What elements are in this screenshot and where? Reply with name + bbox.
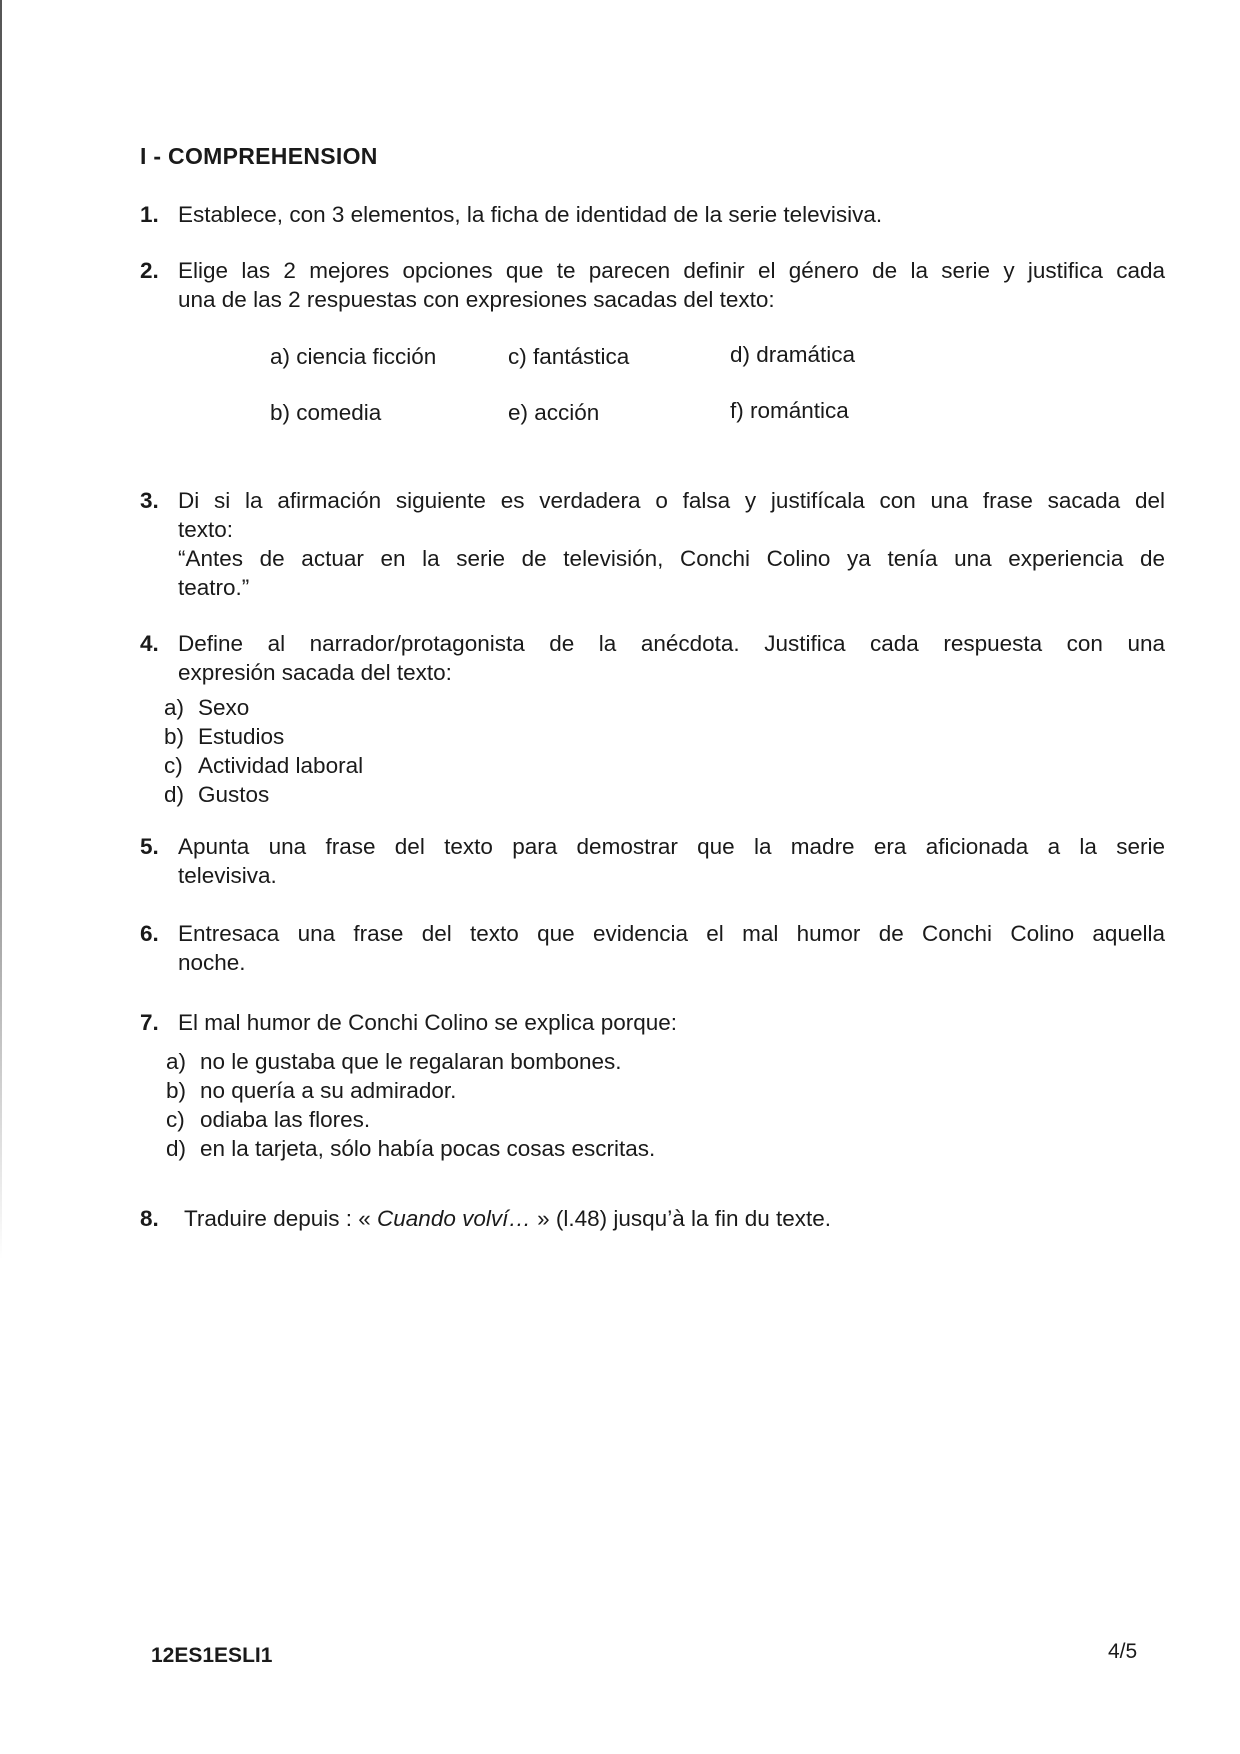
question-text-line: Apunta una frase del texto para demostrar que la madre era aficionada a la serie (178, 834, 1165, 859)
question-suffix: » (l.48) jusqu’à la fin du texte. (530, 1206, 832, 1231)
scan-edge-shadow (0, 0, 2, 1260)
option-list (166, 1047, 1165, 1163)
question-text (184, 1204, 1165, 1233)
question-text-line: noche. (178, 950, 246, 975)
question-text-line: expresión sacada del texto: (178, 660, 452, 685)
exam-code: 12ES1ESLI1 (151, 1644, 273, 1667)
option-letter: b) (166, 1078, 187, 1103)
quoted-statement-line: “Antes de actuar en la serie de televisión, Conchi Colino ya tenía una experiencia de (178, 546, 1165, 571)
section-title: I - COMPREHENSION (140, 143, 378, 169)
option-item (164, 780, 1165, 809)
option-letter: c) (164, 753, 183, 778)
option-text: Estudios (198, 724, 285, 749)
option-letter: a) (166, 1049, 187, 1074)
option-item (166, 1134, 1165, 1163)
option-text: no le gustaba que le regalaran bombones. (200, 1049, 622, 1074)
option-text: Actividad laboral (198, 753, 364, 778)
quoted-start: Cuando volví… (377, 1206, 531, 1231)
option-letter: b) (164, 724, 185, 749)
page-number: 4/5 (1108, 1640, 1138, 1663)
question-5 (140, 832, 1165, 890)
question-number: 7. (140, 1010, 159, 1035)
question-text-line: texto: (178, 517, 234, 542)
option-text: Sexo (198, 695, 250, 720)
option-item (166, 1076, 1165, 1105)
question-number: 5. (140, 834, 159, 859)
option-b: b) comedia (270, 400, 382, 425)
question-text-line: Elige las 2 mejores opciones que te parecen definir el género de la serie y justifica cada (178, 258, 1165, 283)
question-number: 3. (140, 488, 159, 513)
option-e: e) acción (508, 400, 600, 425)
question-text-line: Entresaca una frase del texto que evidencia el mal humor de Conchi Colino aquella (178, 921, 1165, 946)
option-item (166, 1105, 1165, 1134)
question-number: 2. (140, 258, 159, 283)
option-letter: d) (164, 782, 185, 807)
question-number: 4. (140, 631, 159, 656)
question-7 (140, 1008, 1165, 1163)
option-item (164, 722, 1165, 751)
option-letter: d) (166, 1136, 187, 1161)
option-item (164, 751, 1165, 780)
quoted-statement-line: teatro.” (178, 575, 250, 600)
option-list (164, 693, 1165, 809)
option-letter: c) (166, 1107, 185, 1132)
option-a: a) ciencia ficción (270, 344, 437, 369)
question-number: 1. (140, 202, 159, 227)
option-f: f) romántica (730, 398, 849, 423)
option-text: no quería a su admirador. (200, 1078, 457, 1103)
question-number: 6. (140, 921, 159, 946)
question-text-line: televisiva. (178, 863, 277, 888)
question-6 (140, 919, 1165, 977)
question-text-line: Define al narrador/protagonista de la anécdota. Justifica cada respuesta con una (178, 631, 1165, 656)
question-prefix: Traduire depuis : « (184, 1206, 378, 1231)
question-text: El mal humor de Conchi Colino se explica porque: (178, 1010, 678, 1035)
option-item (166, 1047, 1165, 1076)
option-text: odiaba las flores. (200, 1107, 371, 1132)
question-1 (140, 200, 1165, 229)
option-text: en la tarjeta, sólo había pocas cosas escritas. (200, 1136, 656, 1161)
option-letter: a) (164, 695, 185, 720)
question-text: Establece, con 3 elementos, la ficha de identidad de la serie televisiva. (178, 202, 883, 227)
question-text-line: Di si la afirmación siguiente es verdadera o falsa y justifícala con una frase sacada del (178, 488, 1165, 513)
option-item (164, 693, 1165, 722)
question-8 (140, 1204, 1165, 1233)
question-2 (140, 256, 1165, 314)
question-3 (140, 486, 1165, 602)
option-c: c) fantástica (508, 344, 630, 369)
question-number: 8. (140, 1206, 159, 1231)
option-d: d) dramática (730, 342, 856, 367)
option-text: Gustos (198, 782, 270, 807)
question-text-line: una de las 2 respuestas con expresiones sacadas del texto: (178, 287, 775, 312)
question-4 (140, 629, 1165, 809)
